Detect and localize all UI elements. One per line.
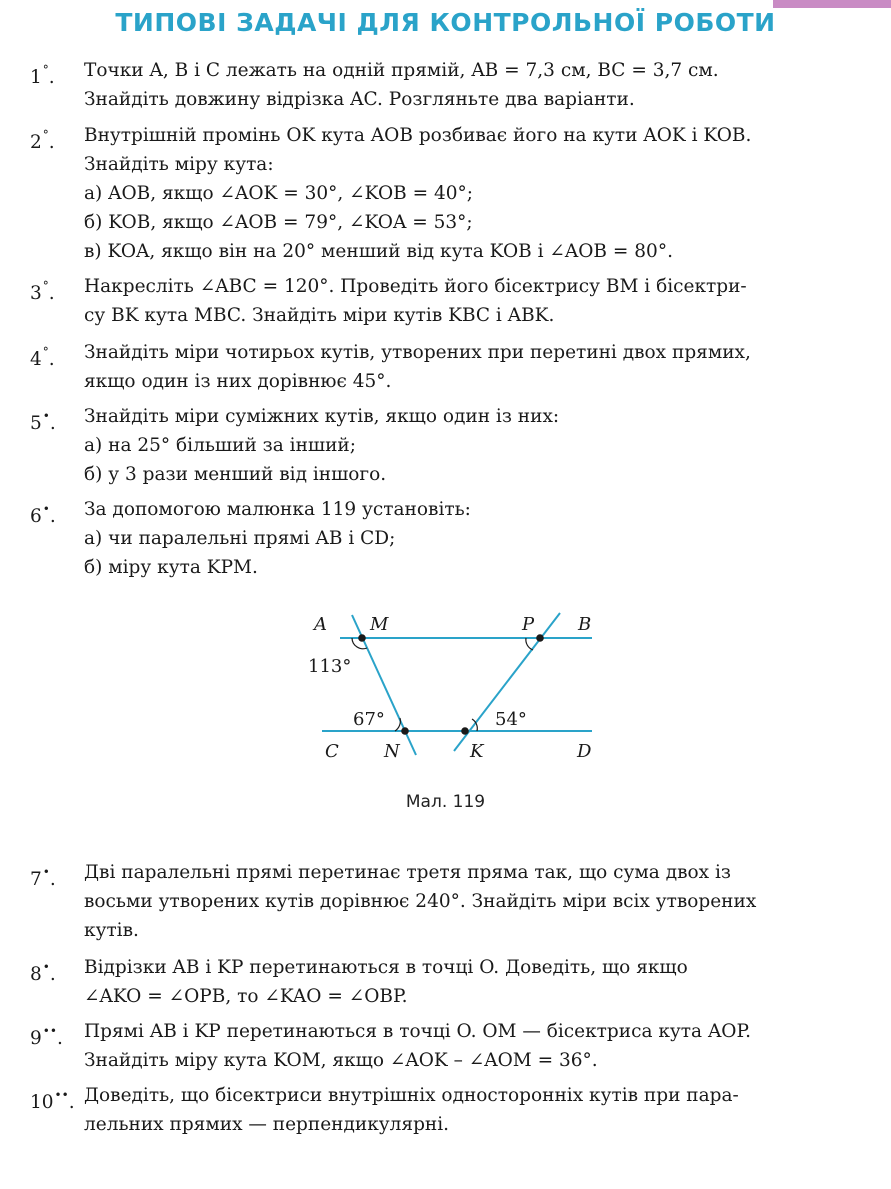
angle-label-54: 54° bbox=[495, 709, 527, 730]
figure-119 bbox=[300, 605, 620, 775]
problem-7 bbox=[30, 858, 880, 945]
problem-line: ∠AKO = ∠OPB, то ∠KAO = ∠OBP. bbox=[84, 986, 408, 1007]
problem-line: Дві паралельні прямі перетинає третя пряма так, що сума двох із bbox=[84, 862, 731, 883]
problem-line: Знайдіть довжину відрізка AC. Розгляньте два варіанти. bbox=[84, 89, 635, 110]
problem-line: лельних прямих — перпендикулярні. bbox=[84, 1114, 450, 1135]
corner-tab bbox=[773, 0, 891, 8]
point-k bbox=[461, 727, 469, 735]
label-d: D bbox=[577, 741, 592, 762]
problem-number: 8•. bbox=[30, 960, 56, 985]
label-a: A bbox=[314, 614, 327, 635]
problem-line: б) KOB, якщо ∠AOB = 79°, ∠KOA = 53°; bbox=[84, 212, 473, 233]
problem-line: кутів. bbox=[84, 920, 139, 941]
problem-number: 1°. bbox=[30, 63, 55, 88]
problem-number: 3°. bbox=[30, 279, 55, 304]
label-c: C bbox=[325, 741, 339, 762]
problem-2 bbox=[30, 121, 880, 266]
problem-number: 4°. bbox=[30, 345, 55, 370]
problem-line: Точки A, B і C лежать на одній прямій, AB = 7,3 см, BC = 3,7 см. bbox=[84, 60, 719, 81]
point-p bbox=[536, 634, 544, 642]
angle-label-67: 67° bbox=[353, 709, 385, 730]
point-m bbox=[358, 634, 366, 642]
problem-line: б) у 3 рази менший від іншого. bbox=[84, 464, 387, 485]
problem-number: 10••. bbox=[30, 1088, 75, 1113]
problem-line: б) міру кута KPM. bbox=[84, 557, 258, 578]
problem-line: За допомогою малюнка 119 установіть: bbox=[84, 499, 471, 520]
problem-line: су BK кута MBC. Знайдіть міри кутів KBC і ABK. bbox=[84, 305, 555, 326]
problem-number: 2°. bbox=[30, 128, 55, 153]
problem-line: Знайдіть міру кута KOM, якщо ∠AOK – ∠AOM = 36°. bbox=[84, 1050, 598, 1071]
problem-1 bbox=[30, 56, 880, 114]
problem-3 bbox=[30, 272, 880, 330]
problem-line: Знайдіть міри чотирьох кутів, утворених при перетині двох прямих, bbox=[84, 342, 751, 363]
label-n: N bbox=[384, 741, 400, 762]
label-k: K bbox=[470, 741, 484, 762]
problem-number: 5•. bbox=[30, 409, 56, 434]
problem-number: 9••. bbox=[30, 1024, 63, 1049]
problem-line: Доведіть, що бісектриси внутрішніх односторонніх кутів при пара- bbox=[84, 1085, 739, 1106]
problem-6 bbox=[30, 495, 880, 582]
problem-line: Знайдіть міри суміжних кутів, якщо один із них: bbox=[84, 406, 560, 427]
problem-line: восьми утворених кутів дорівнює 240°. Знайдіть міри всіх утворених bbox=[84, 891, 757, 912]
problem-line: Накресліть ∠ABC = 120°. Проведіть його бісектрису BM і бісектри- bbox=[84, 276, 747, 297]
point-n bbox=[401, 727, 409, 735]
problem-number: 6•. bbox=[30, 502, 56, 527]
label-p: P bbox=[522, 614, 535, 635]
problem-line: в) KOA, якщо він на 20° менший від кута KOB і ∠AOB = 80°. bbox=[84, 241, 673, 262]
figure-caption: Мал. 119 bbox=[405, 792, 486, 812]
problem-line: Прямі AB і KP перетинаються в точці O. OM — бісектриса кута AOP. bbox=[84, 1021, 752, 1042]
problem-5 bbox=[30, 402, 880, 489]
problem-10 bbox=[30, 1081, 880, 1139]
problem-number: 7•. bbox=[30, 865, 56, 890]
problem-4 bbox=[30, 338, 880, 396]
label-m: M bbox=[370, 614, 389, 635]
problem-8 bbox=[30, 953, 880, 1011]
geometry-diagram bbox=[300, 605, 620, 775]
problem-line: а) на 25° більший за інший; bbox=[84, 435, 356, 456]
problem-line: а) чи паралельні прямі AB і CD; bbox=[84, 528, 396, 549]
problem-line: Знайдіть міру кута: bbox=[84, 154, 274, 175]
problem-line: якщо один із них дорівнює 45°. bbox=[84, 371, 392, 392]
problem-line: а) AOB, якщо ∠AOK = 30°, ∠KOB = 40°; bbox=[84, 183, 473, 204]
page-title: ТИПОВІ ЗАДАЧІ ДЛЯ КОНТРОЛЬНОЇ РОБОТИ bbox=[115, 8, 776, 37]
problem-9 bbox=[30, 1017, 880, 1075]
problem-line: Відрізки AB і KP перетинаються в точці O. Доведіть, що якщо bbox=[84, 957, 688, 978]
problem-line: Внутрішній промінь OK кута AOB розбиває його на кути AOK і KOB. bbox=[84, 125, 752, 146]
angle-label-113: 113° bbox=[308, 656, 352, 677]
label-b: B bbox=[578, 614, 592, 635]
